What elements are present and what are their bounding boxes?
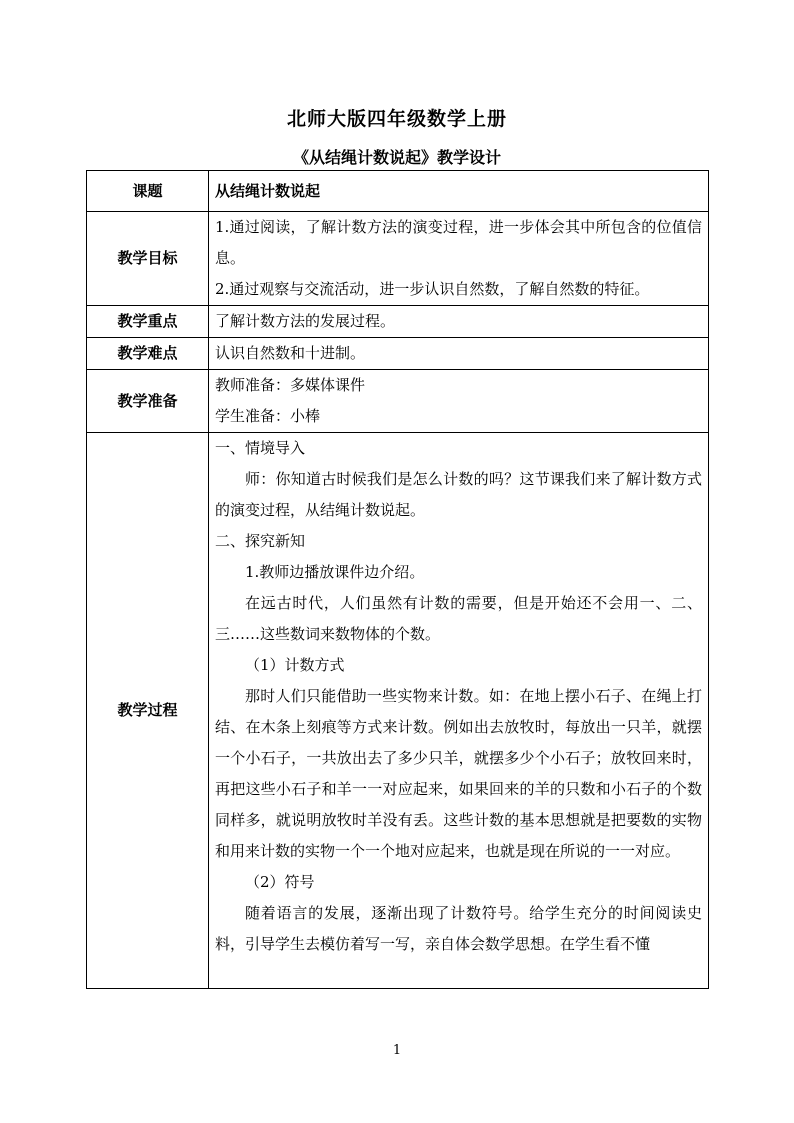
topic-value (209, 171, 709, 212)
process-paragraph: 在远古时代，人们虽然有计数的需要，但是开始还不会用一、二、三……这些数词来数物体的个数。 (215, 594, 702, 643)
table-row-goals (87, 212, 709, 306)
key-point-content (209, 306, 709, 338)
goals-content (209, 212, 709, 306)
process-paragraph: 那时人们只能借助一些实物来计数。如：在地上摆小石子、在绳上打结、在木条上刻痕等方式来计数。例如出去放牧时，每放出一只羊，就摆一个小石子，一共放出去了多少只羊，就摆多少个小石子；放牧回来时，再把这些小石子和羊一一对应起来，如果回来的羊的只数和小石子的个数同样多，就说明放牧时羊没有丢。这些计数的基本思想就是把要数的实物和用来计数的实物一个一个地对应起来，也就是现在所说的一一对应。 (215, 687, 702, 860)
preparation-label: 教学准备 (87, 370, 209, 433)
goal-item-2: 2.通过观察与交流活动，进一步认识自然数，了解自然数的特征。 (215, 280, 650, 298)
process-section-1-heading: 一、情境导入 (215, 439, 306, 457)
process-paragraph: 1.教师边播放课件边介绍。 (245, 563, 425, 581)
preparation-teacher: 教师准备：多媒体课件 (215, 376, 366, 394)
difficulty-text: 认识自然数和十进制。 (215, 344, 366, 362)
preparation-content (209, 370, 709, 433)
table-row-process (87, 433, 709, 989)
topic-label: 课题 (87, 171, 209, 212)
key-point-label: 教学重点 (87, 306, 209, 338)
process-subheading: （1）计数方式 (245, 656, 345, 674)
process-label: 教学过程 (87, 433, 209, 989)
process-subheading: （2）符号 (245, 873, 315, 891)
topic-text: 从结绳计数说起 (215, 181, 321, 200)
difficulty-content (209, 338, 709, 370)
table-row-difficulty (87, 338, 709, 370)
document-title: 北师大版四年级数学上册 (286, 108, 507, 130)
process-paragraph: 随着语言的发展，逐渐出现了计数符号。给学生充分的时间阅读史料，引导学生去模仿着写一写，亲自体会数学思想。在学生看不懂 (215, 904, 702, 953)
goal-item-1: 1.通过阅读，了解计数方法的演变过程，进一步体会其中所包含的位值信息。 (215, 218, 702, 267)
goals-label: 教学目标 (87, 212, 209, 306)
document-subtitle: 《从结绳计数说起》教学设计 (292, 148, 501, 167)
difficulty-label: 教学难点 (87, 338, 209, 370)
process-content (209, 433, 709, 989)
page-number: 1 (392, 1043, 402, 1058)
table-row-topic (87, 171, 709, 212)
process-section-2-heading: 二、探究新知 (215, 532, 306, 550)
preparation-student: 学生准备：小棒 (215, 407, 321, 425)
table-row-preparation (87, 370, 709, 433)
table-row-key-point (87, 306, 709, 338)
process-paragraph: 师：你知道古时候我们是怎么计数的吗？这节课我们来了解计数方式的演变过程，从结绳计数说起。 (215, 470, 702, 519)
lesson-plan-table (86, 170, 709, 989)
key-point-text: 了解计数方法的发展过程。 (215, 312, 396, 330)
